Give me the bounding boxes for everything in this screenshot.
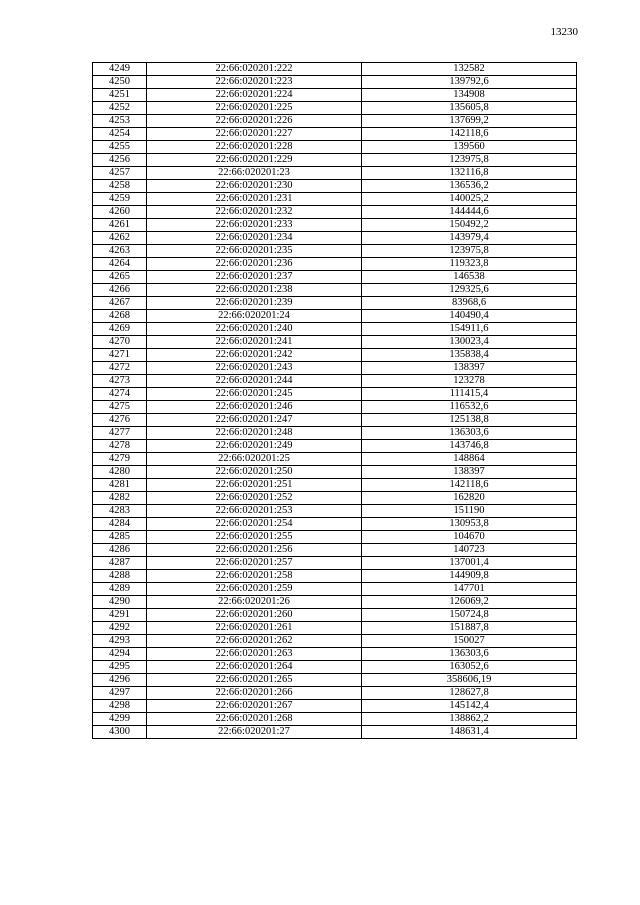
value-cell: 150724,8 xyxy=(362,609,577,622)
cadastral-number-cell: 22:66:020201:27 xyxy=(147,726,362,739)
table-row xyxy=(93,271,577,284)
value-cell: 128627,8 xyxy=(362,687,577,700)
table-row xyxy=(93,635,577,648)
cadastral-number-cell: 22:66:020201:232 xyxy=(147,206,362,219)
value-cell: 140723 xyxy=(362,544,577,557)
row-number-cell: 4274 xyxy=(93,388,147,401)
row-number-cell: 4252 xyxy=(93,102,147,115)
cadastral-number-cell: 22:66:020201:233 xyxy=(147,219,362,232)
value-cell: 139560 xyxy=(362,141,577,154)
cadastral-number-cell: 22:66:020201:261 xyxy=(147,622,362,635)
value-cell: 145142,4 xyxy=(362,700,577,713)
cadastral-number-cell: 22:66:020201:248 xyxy=(147,427,362,440)
cadastral-number-cell: 22:66:020201:254 xyxy=(147,518,362,531)
cadastral-number-cell: 22:66:020201:264 xyxy=(147,661,362,674)
table-row xyxy=(93,505,577,518)
value-cell: 136303,6 xyxy=(362,427,577,440)
row-number-cell: 4290 xyxy=(93,596,147,609)
value-cell: 132582 xyxy=(362,63,577,76)
row-number-cell: 4295 xyxy=(93,661,147,674)
row-number-cell: 4284 xyxy=(93,518,147,531)
row-number-cell: 4298 xyxy=(93,700,147,713)
cadastral-number-cell: 22:66:020201:23 xyxy=(147,167,362,180)
value-cell: 144909,8 xyxy=(362,570,577,583)
value-cell: 136303,6 xyxy=(362,648,577,661)
cadastral-number-cell: 22:66:020201:251 xyxy=(147,479,362,492)
row-number-cell: 4289 xyxy=(93,583,147,596)
table-row xyxy=(93,531,577,544)
table-row xyxy=(93,154,577,167)
cadastral-number-cell: 22:66:020201:227 xyxy=(147,128,362,141)
cadastral-number-cell: 22:66:020201:236 xyxy=(147,258,362,271)
cadastral-number-cell: 22:66:020201:265 xyxy=(147,674,362,687)
cadastral-number-cell: 22:66:020201:263 xyxy=(147,648,362,661)
value-cell: 116532,6 xyxy=(362,401,577,414)
table-row xyxy=(93,336,577,349)
table-row xyxy=(93,206,577,219)
table-row xyxy=(93,89,577,102)
row-number-cell: 4268 xyxy=(93,310,147,323)
cadastral-number-cell: 22:66:020201:238 xyxy=(147,284,362,297)
table-row xyxy=(93,453,577,466)
value-cell: 111415,4 xyxy=(362,388,577,401)
table-row xyxy=(93,375,577,388)
value-cell: 137699,2 xyxy=(362,115,577,128)
table-row xyxy=(93,414,577,427)
table-row xyxy=(93,76,577,89)
cadastral-number-cell: 22:66:020201:257 xyxy=(147,557,362,570)
value-cell: 135838,4 xyxy=(362,349,577,362)
table-row xyxy=(93,661,577,674)
row-number-cell: 4275 xyxy=(93,401,147,414)
value-cell: 138862,2 xyxy=(362,713,577,726)
table-row xyxy=(93,128,577,141)
cadastral-number-cell: 22:66:020201:224 xyxy=(147,89,362,102)
table-row xyxy=(93,726,577,739)
cadastral-number-cell: 22:66:020201:256 xyxy=(147,544,362,557)
value-cell: 148631,4 xyxy=(362,726,577,739)
table-row xyxy=(93,648,577,661)
value-cell: 358606,19 xyxy=(362,674,577,687)
table-row xyxy=(93,570,577,583)
value-cell: 138397 xyxy=(362,362,577,375)
table-row xyxy=(93,518,577,531)
value-cell: 123278 xyxy=(362,375,577,388)
value-cell: 126069,2 xyxy=(362,596,577,609)
value-cell: 151190 xyxy=(362,505,577,518)
row-number-cell: 4260 xyxy=(93,206,147,219)
value-cell: 134908 xyxy=(362,89,577,102)
cadastral-number-cell: 22:66:020201:241 xyxy=(147,336,362,349)
value-cell: 83968,6 xyxy=(362,297,577,310)
table-row xyxy=(93,141,577,154)
table-row xyxy=(93,687,577,700)
value-cell: 123975,8 xyxy=(362,245,577,258)
row-number-cell: 4273 xyxy=(93,375,147,388)
value-cell: 104670 xyxy=(362,531,577,544)
cadastral-number-cell: 22:66:020201:228 xyxy=(147,141,362,154)
row-number-cell: 4294 xyxy=(93,648,147,661)
row-number-cell: 4264 xyxy=(93,258,147,271)
value-cell: 135605,8 xyxy=(362,102,577,115)
row-number-cell: 4288 xyxy=(93,570,147,583)
row-number-cell: 4259 xyxy=(93,193,147,206)
table-row xyxy=(93,622,577,635)
value-cell: 132116,8 xyxy=(362,167,577,180)
row-number-cell: 4254 xyxy=(93,128,147,141)
cadastral-number-cell: 22:66:020201:239 xyxy=(147,297,362,310)
row-number-cell: 4272 xyxy=(93,362,147,375)
cadastral-number-cell: 22:66:020201:222 xyxy=(147,63,362,76)
cadastral-number-cell: 22:66:020201:267 xyxy=(147,700,362,713)
value-cell: 138397 xyxy=(362,466,577,479)
row-number-cell: 4291 xyxy=(93,609,147,622)
cadastral-number-cell: 22:66:020201:235 xyxy=(147,245,362,258)
table-row xyxy=(93,349,577,362)
row-number-cell: 4283 xyxy=(93,505,147,518)
value-cell: 146538 xyxy=(362,271,577,284)
cadastral-number-cell: 22:66:020201:229 xyxy=(147,154,362,167)
cadastral-number-cell: 22:66:020201:24 xyxy=(147,310,362,323)
table-row xyxy=(93,388,577,401)
row-number-cell: 4262 xyxy=(93,232,147,245)
row-number-cell: 4250 xyxy=(93,76,147,89)
table-row xyxy=(93,596,577,609)
table-row xyxy=(93,297,577,310)
value-cell: 140490,4 xyxy=(362,310,577,323)
cadastral-number-cell: 22:66:020201:237 xyxy=(147,271,362,284)
table-row xyxy=(93,63,577,76)
value-cell: 129325,6 xyxy=(362,284,577,297)
cadastral-number-cell: 22:66:020201:243 xyxy=(147,362,362,375)
table-row xyxy=(93,674,577,687)
cadastral-number-cell: 22:66:020201:226 xyxy=(147,115,362,128)
cadastral-number-cell: 22:66:020201:250 xyxy=(147,466,362,479)
table-row xyxy=(93,362,577,375)
row-number-cell: 4297 xyxy=(93,687,147,700)
cadastral-number-cell: 22:66:020201:246 xyxy=(147,401,362,414)
cadastral-number-cell: 22:66:020201:242 xyxy=(147,349,362,362)
value-cell: 143979,4 xyxy=(362,232,577,245)
cadastral-number-cell: 22:66:020201:253 xyxy=(147,505,362,518)
value-cell: 136536,2 xyxy=(362,180,577,193)
row-number-cell: 4296 xyxy=(93,674,147,687)
row-number-cell: 4285 xyxy=(93,531,147,544)
table-row xyxy=(93,232,577,245)
page-number: 13230 xyxy=(550,26,578,38)
value-cell: 119323,8 xyxy=(362,258,577,271)
cadastral-number-cell: 22:66:020201:234 xyxy=(147,232,362,245)
row-number-cell: 4270 xyxy=(93,336,147,349)
cadastral-number-cell: 22:66:020201:25 xyxy=(147,453,362,466)
row-number-cell: 4258 xyxy=(93,180,147,193)
value-cell: 142118,6 xyxy=(362,479,577,492)
row-number-cell: 4279 xyxy=(93,453,147,466)
value-cell: 147701 xyxy=(362,583,577,596)
value-cell: 142118,6 xyxy=(362,128,577,141)
row-number-cell: 4249 xyxy=(93,63,147,76)
table-row xyxy=(93,466,577,479)
row-number-cell: 4256 xyxy=(93,154,147,167)
row-number-cell: 4281 xyxy=(93,479,147,492)
value-cell: 150027 xyxy=(362,635,577,648)
table-row xyxy=(93,115,577,128)
table-row xyxy=(93,180,577,193)
row-number-cell: 4253 xyxy=(93,115,147,128)
cadastral-number-cell: 22:66:020201:259 xyxy=(147,583,362,596)
row-number-cell: 4293 xyxy=(93,635,147,648)
value-cell: 130023,4 xyxy=(362,336,577,349)
cadastral-number-cell: 22:66:020201:258 xyxy=(147,570,362,583)
table-row xyxy=(93,583,577,596)
table-row xyxy=(93,440,577,453)
table-row xyxy=(93,401,577,414)
table-row xyxy=(93,492,577,505)
table-row xyxy=(93,609,577,622)
cadastral-number-cell: 22:66:020201:266 xyxy=(147,687,362,700)
cadastral-number-cell: 22:66:020201:268 xyxy=(147,713,362,726)
cadastral-number-cell: 22:66:020201:231 xyxy=(147,193,362,206)
row-number-cell: 4286 xyxy=(93,544,147,557)
row-number-cell: 4276 xyxy=(93,414,147,427)
cadastral-number-cell: 22:66:020201:247 xyxy=(147,414,362,427)
value-cell: 154911,6 xyxy=(362,323,577,336)
value-cell: 123975,8 xyxy=(362,154,577,167)
row-number-cell: 4265 xyxy=(93,271,147,284)
cadastral-number-cell: 22:66:020201:223 xyxy=(147,76,362,89)
table-row xyxy=(93,544,577,557)
value-cell: 151887,8 xyxy=(362,622,577,635)
table-row xyxy=(93,713,577,726)
table-row xyxy=(93,245,577,258)
row-number-cell: 4278 xyxy=(93,440,147,453)
value-cell: 137001,4 xyxy=(362,557,577,570)
table-row xyxy=(93,700,577,713)
row-number-cell: 4263 xyxy=(93,245,147,258)
cadastral-number-cell: 22:66:020201:225 xyxy=(147,102,362,115)
cadastral-number-cell: 22:66:020201:252 xyxy=(147,492,362,505)
table-row xyxy=(93,102,577,115)
cadastral-number-cell: 22:66:020201:260 xyxy=(147,609,362,622)
row-number-cell: 4280 xyxy=(93,466,147,479)
row-number-cell: 4287 xyxy=(93,557,147,570)
value-cell: 140025,2 xyxy=(362,193,577,206)
value-cell: 150492,2 xyxy=(362,219,577,232)
row-number-cell: 4257 xyxy=(93,167,147,180)
cadastral-number-cell: 22:66:020201:244 xyxy=(147,375,362,388)
row-number-cell: 4266 xyxy=(93,284,147,297)
table-row xyxy=(93,258,577,271)
value-cell: 139792,6 xyxy=(362,76,577,89)
row-number-cell: 4267 xyxy=(93,297,147,310)
table-body xyxy=(93,63,577,739)
cadastral-number-cell: 22:66:020201:240 xyxy=(147,323,362,336)
table-row xyxy=(93,323,577,336)
row-number-cell: 4261 xyxy=(93,219,147,232)
value-cell: 125138,8 xyxy=(362,414,577,427)
row-number-cell: 4271 xyxy=(93,349,147,362)
row-number-cell: 4300 xyxy=(93,726,147,739)
value-cell: 148864 xyxy=(362,453,577,466)
table-row xyxy=(93,310,577,323)
row-number-cell: 4255 xyxy=(93,141,147,154)
value-cell: 144444,6 xyxy=(362,206,577,219)
table-row xyxy=(93,219,577,232)
value-cell: 143746,8 xyxy=(362,440,577,453)
value-cell: 163052,6 xyxy=(362,661,577,674)
table-row xyxy=(93,167,577,180)
table-row xyxy=(93,479,577,492)
row-number-cell: 4282 xyxy=(93,492,147,505)
value-cell: 162820 xyxy=(362,492,577,505)
row-number-cell: 4292 xyxy=(93,622,147,635)
cadastral-number-cell: 22:66:020201:262 xyxy=(147,635,362,648)
data-table xyxy=(92,62,577,739)
table-row xyxy=(93,284,577,297)
table-row xyxy=(93,193,577,206)
table-row xyxy=(93,557,577,570)
table-row xyxy=(93,427,577,440)
cadastral-number-cell: 22:66:020201:230 xyxy=(147,180,362,193)
row-number-cell: 4251 xyxy=(93,89,147,102)
row-number-cell: 4269 xyxy=(93,323,147,336)
row-number-cell: 4277 xyxy=(93,427,147,440)
cadastral-number-cell: 22:66:020201:245 xyxy=(147,388,362,401)
row-number-cell: 4299 xyxy=(93,713,147,726)
value-cell: 130953,8 xyxy=(362,518,577,531)
cadastral-number-cell: 22:66:020201:26 xyxy=(147,596,362,609)
cadastral-number-cell: 22:66:020201:249 xyxy=(147,440,362,453)
cadastral-number-cell: 22:66:020201:255 xyxy=(147,531,362,544)
